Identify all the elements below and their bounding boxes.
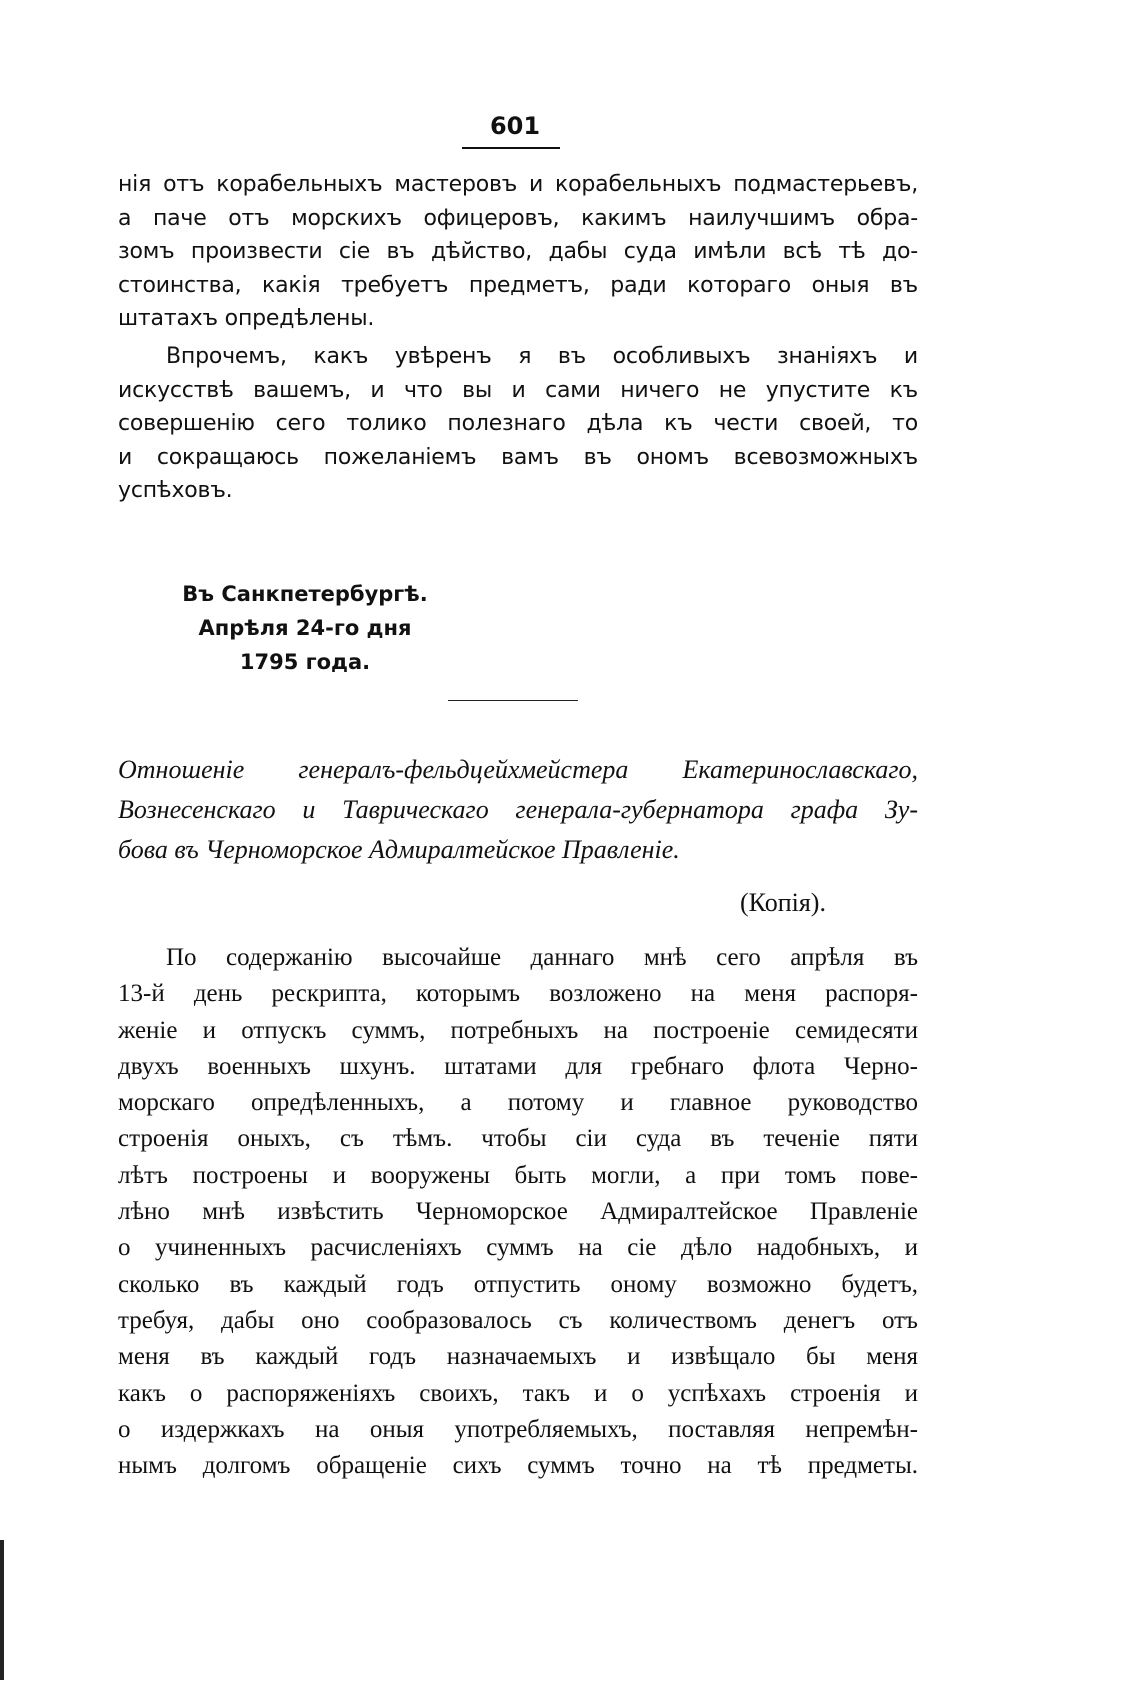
text-line: нымъ долгомъ обращеніе сихъ суммъ точно на тѣ предметы. xyxy=(118,1452,918,1480)
page-number-rule xyxy=(462,147,560,149)
date-day: Апрѣля 24-го дня xyxy=(198,616,412,640)
text-line: двухъ военныхъ шхунъ. штатами для гребнаго флота Черно- xyxy=(118,1052,918,1080)
date-block xyxy=(180,577,430,679)
text-line: искусствѣ вашемъ, и что вы и сами ничего не упустите къ xyxy=(118,377,918,403)
text-line: По содержанію высочайше даннаго мнѣ сего апрѣля въ xyxy=(166,944,918,971)
text-line: стоинства, какія требуетъ предметъ, ради котораго оныя въ xyxy=(118,272,918,298)
text-line: о издержкахъ на оныя употребляемыхъ, поставляя непремѣн- xyxy=(118,1415,918,1443)
page-number: 601 xyxy=(489,112,541,140)
text-line: зомъ произвести сіе въ дѣйство, дабы суда имѣли всѣ тѣ до- xyxy=(118,239,918,264)
text-line: какъ о распоряженіяхъ своихъ, такъ и о успѣхахъ строенія и xyxy=(118,1379,918,1407)
text-line: 13-й день рескрипта, которымъ возложено на меня распоря- xyxy=(118,980,918,1008)
text-line: требуя, дабы оно сообразовалось съ количествомъ денегъ отъ xyxy=(118,1306,918,1334)
copy-label: (Копія). xyxy=(740,888,826,917)
paragraph-closing xyxy=(118,340,918,508)
text-line: морскаго опредѣленныхъ, а потому и главное руководство xyxy=(118,1089,918,1117)
text-line: меня въ каждый годъ назначаемыхъ и извѣщало бы меня xyxy=(118,1343,918,1371)
text-line: лѣно мнѣ извѣстить Черноморское Адмиралтейское Правленіе xyxy=(118,1198,918,1226)
text-line: успѣховъ. xyxy=(118,478,233,503)
text-line: нія отъ корабельныхъ мастеровъ и корабельныхъ подмастерьевъ, xyxy=(118,172,918,197)
text-line: штатахъ опредѣлены. xyxy=(118,306,375,331)
section-separator xyxy=(448,700,578,701)
text-line: женіе и отпускъ суммъ, потребныхъ на построеніе семидесяти xyxy=(118,1016,918,1044)
document-heading xyxy=(118,750,918,870)
date-year: 1795 года. xyxy=(239,650,371,674)
heading-line: Вознесенскаго и Таврическаго генерала-губернатора графа Зу- xyxy=(118,795,918,824)
text-line: и сокращаюсь пожеланіемъ вамъ въ ономъ всевозможныхъ xyxy=(118,444,918,470)
paragraph-continuation xyxy=(118,168,918,336)
text-line: о учиненныхъ расчисленіяхъ суммъ на сіе дѣло надобныхъ, и xyxy=(118,1234,918,1262)
text-line: Впрочемъ, какъ увѣренъ я въ особливыхъ знаніяхъ и xyxy=(166,344,918,369)
text-line: лѣтъ построены и вооружены быть могли, а при томъ повe- xyxy=(118,1161,918,1189)
date-place: Въ Санкпетербургѣ. xyxy=(182,582,428,606)
heading-line: бова въ Черноморское Адмиралтейское Правленіе. xyxy=(118,835,680,864)
text-line: а паче отъ морскихъ офицеровъ, какимъ наилучшимъ обра- xyxy=(118,205,918,231)
heading-line: Отношеніе генералъ-фельдцейхмейстера Екатеринославскаго, xyxy=(118,755,918,784)
paragraph-body xyxy=(118,940,918,1484)
text-line: сколько въ каждый годъ отпустить оному возможно будетъ, xyxy=(118,1270,918,1298)
text-line: строенія оныхъ, съ тѣмъ. чтобы сіи суда въ теченіе пяти xyxy=(118,1125,918,1153)
scan-edge-mark xyxy=(0,1540,4,1680)
text-line: совершенію сего толико полезнаго дѣла къ чести своей, то xyxy=(118,411,918,436)
